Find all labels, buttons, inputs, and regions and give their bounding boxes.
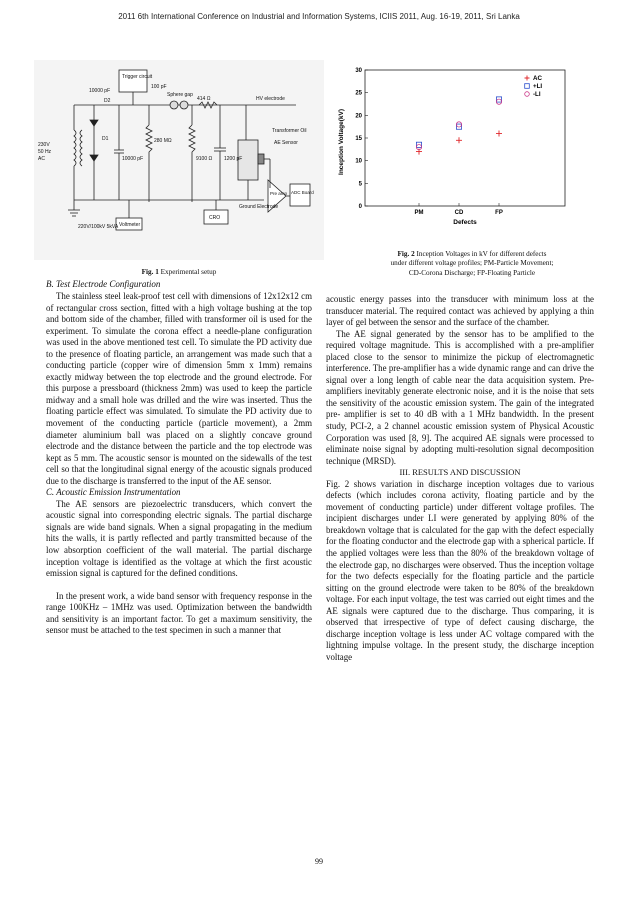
inception-voltage-chart bbox=[333, 62, 573, 232]
legend bbox=[525, 75, 543, 98]
legend-marker-li bbox=[525, 92, 530, 97]
label-50hz: 50 Hz bbox=[38, 149, 52, 155]
figure-1-experimental-setup bbox=[34, 60, 324, 260]
figure-1-caption-text: Experimental setup bbox=[160, 268, 217, 276]
x-axis-ticks bbox=[415, 203, 503, 216]
legend-label-li: -LI bbox=[533, 91, 541, 99]
label-cap10000: 10000 pF bbox=[89, 88, 111, 94]
figure-2-label: Fig. 2 bbox=[397, 250, 415, 258]
figure-2-caption-line2: under different voltage profiles; PM-Particle Movement; bbox=[390, 259, 554, 268]
label-transformer-oil: Transformer Oil bbox=[272, 128, 307, 134]
x-axis-label: Defects bbox=[453, 219, 477, 226]
y-axis-label: Inception Voltage(kV) bbox=[338, 109, 345, 175]
y-tick-label: 30 bbox=[355, 68, 362, 74]
figure-2-caption-line3: CD-Corona Discharge; FP-Floating Particle bbox=[408, 268, 536, 277]
label-transformer-rating: 220V/100kV 5kVA bbox=[78, 224, 119, 230]
legend-marker-li bbox=[525, 84, 530, 89]
legend-label-li: +LI bbox=[533, 83, 543, 91]
label-r9100: 9100 Ω bbox=[196, 156, 213, 162]
figure-1-caption bbox=[34, 268, 324, 276]
label-cap1200: 1200 pF bbox=[224, 156, 243, 162]
y-tick-label: 25 bbox=[355, 90, 362, 97]
right-column bbox=[326, 294, 594, 664]
section-c-paragraph-2: In the present work, a wide band sensor with frequency response in the range 100KHz – 1MHz was used. Optimization between the bandwidth and sensitivity is an important factor. To get a maximum sensitivity, the sensor must be attached to the test specimen in such a manner that bbox=[46, 590, 312, 636]
legend-marker-ac bbox=[525, 76, 530, 81]
y-tick-label: 15 bbox=[355, 136, 362, 142]
label-adc: ADC Board bbox=[291, 190, 314, 195]
label-ac: AC bbox=[38, 156, 45, 162]
figure-2-chart bbox=[333, 62, 573, 232]
label-d1: D1 bbox=[102, 136, 109, 142]
conference-header: 2011 6th International Conference on Industrial and Information Systems, ICIIS 2011, Aug. 16-19, 2011, Sri Lanka bbox=[118, 12, 520, 21]
label-cap10000b: 10000 pF bbox=[122, 156, 144, 162]
y-tick-label: 0 bbox=[358, 204, 362, 210]
section-c-title: C. Acoustic Emission Instrumentation bbox=[46, 487, 181, 498]
y-tick-label: 20 bbox=[355, 113, 362, 120]
label-trigger: Trigger circuit bbox=[122, 74, 153, 80]
label-cap100: 100 pF bbox=[151, 84, 167, 90]
section-c-paragraph-1: The AE sensors are piezoelectric transducers, which convert the acoustic signal into corresponding electric signals. The partial discharge signals are wide band signals. When a signal propagating in the medium hits the walls, it is partly reflected and partly transmitted because of the low absorption coefficient of the wall material. The partial discharge inception voltage is identified as the voltage at which the first acoustic emission signal is captured for the defined conditions. bbox=[46, 498, 312, 579]
x-tick-label-fp: FP bbox=[495, 210, 503, 216]
label-ground-electrode: Ground Electrode bbox=[239, 204, 279, 210]
figure-1-label: Fig. 1 bbox=[141, 268, 159, 276]
circuit-diagram bbox=[34, 60, 324, 260]
section-b-title: B. Test Electrode Configuration bbox=[46, 279, 161, 289]
figure-2-caption-line1: Inception Voltages in kV for different defects bbox=[416, 250, 547, 258]
section-iii-paragraph: Fig. 2 shows variation in discharge inception voltages due to various defects (which includes corona activity, floating particle and by the movement of conducting particle) under different voltage profiles. The incipient discharges under LI were generated by applying 80% of the breakdown voltage that is calculated for the gap with the defect especially for the floating conductor and the electrode gap with a spherical particle. If the applied voltages were less than the 80% of the breakdown voltage of the electrode gap, no discharges were observed. Thus the inception voltage for the two defects especially for the floating particle and the particle sitting on the ground electrode were taken to be 80% of the breakdown voltage. For each input voltage, the test was carried out eight times and the AE signals were captured due to the discharge. Thus comparing, it is observed that irrespective of type of defect causing discharge, the discharge inception voltage is less under AC voltage compared with the lightning impulse voltage. In the present study, the discharge inception voltage bbox=[326, 478, 594, 662]
label-r414: 414 Ω bbox=[197, 96, 211, 102]
label-voltmeter: Voltmeter bbox=[119, 222, 141, 228]
right-paragraph-2: The AE signal generated by the sensor has to be amplified to the required voltage magnitude. This is accomplished with a pre-amplifier placed close to the sensor to minimize the pickup of electromagnetic interference. The pre-amplifier has a wide dynamic range and can drive the signal over a long length of cable near the data acquisition system. Pre-amplifiers inevitably generate electronic noise, and it is the noise that sets the sensitivity of the acoustic emission system. The gain of the integrated pre- amplifier is set to 40 dB with a 1 MHz bandwidth. In the present study, PCI-2, a 2 channel acoustic emission system of Physical Acoustic Corporation was used [8, 9]. The acquired AE signals were processed to eliminate noise signal by adopting multi-resolution signal decomposition technique (MRSD). bbox=[326, 328, 594, 466]
section-b-paragraph: The stainless steel leak-proof test cell with dimensions of 12x12x12 cm of rectangular cross section, fitted with a high voltage bushing at the top and bottom side of the chamber, filled with transformer oil is used for the experiment. To simulate the corona effect a needle-plane configuration was used in the above mentioned test cell. To simulate the PD activity due to the presence of floating particle, an arrangement was made such that a conducting particle (copper wire of dimension 5mm x 1mm) remains exactly midway between the top electrode and the ground electrode. For this purpose a pressboard (thickness 2mm) was used to keep the particle midway and a small hole was drilled and the wire was inserted. Thus the floating particle effect was simulated. To simulate the PD activity due to movement of the conducting particle (particle movement), a 2mm diameter aluminium ball was placed on a slightly concave ground electrode and the distance between the particle and the top electrode was kept as 5 mm. The acoustic sensor is mounted on the sidewalls of the test cell so that the longitudinal signal energy of the acoustic signals produced due to the discharge is transferred to the input of the AE sensor. bbox=[46, 291, 312, 486]
label-230v: 230V bbox=[38, 142, 50, 148]
section-iii-title: III. RESULTS AND DISCUSSION bbox=[399, 467, 521, 478]
right-paragraph-1: acoustic energy passes into the transducer with minimum loss at the transducer material. The required contact was achieved by applying a thin layer of gel between the sensor and the surface of the chamber. bbox=[326, 294, 594, 328]
label-preamp: Pre amp bbox=[270, 191, 288, 196]
point-ac-cd bbox=[456, 137, 462, 143]
page-number: 99 bbox=[315, 857, 323, 866]
point-ac-fp bbox=[496, 130, 502, 136]
label-cro: CRO bbox=[209, 215, 221, 221]
y-axis-ticks bbox=[355, 68, 368, 210]
x-tick-label-pm: PM bbox=[414, 210, 424, 216]
label-ae-sensor: AE Sensor bbox=[274, 140, 298, 146]
figure-2-caption bbox=[342, 250, 602, 278]
y-tick-label: 10 bbox=[355, 158, 362, 165]
legend-label-ac: AC bbox=[533, 75, 542, 83]
left-column bbox=[46, 291, 312, 637]
x-tick-label-cd: CD bbox=[454, 210, 464, 216]
data-points bbox=[416, 97, 502, 155]
y-tick-label: 5 bbox=[358, 181, 362, 188]
label-r280: 280 MΩ bbox=[154, 138, 172, 144]
label-d2: D2 bbox=[104, 98, 111, 104]
label-sphere-gap: Sphere gap bbox=[167, 92, 193, 98]
label-hv-electrode: HV electrode bbox=[256, 96, 285, 102]
